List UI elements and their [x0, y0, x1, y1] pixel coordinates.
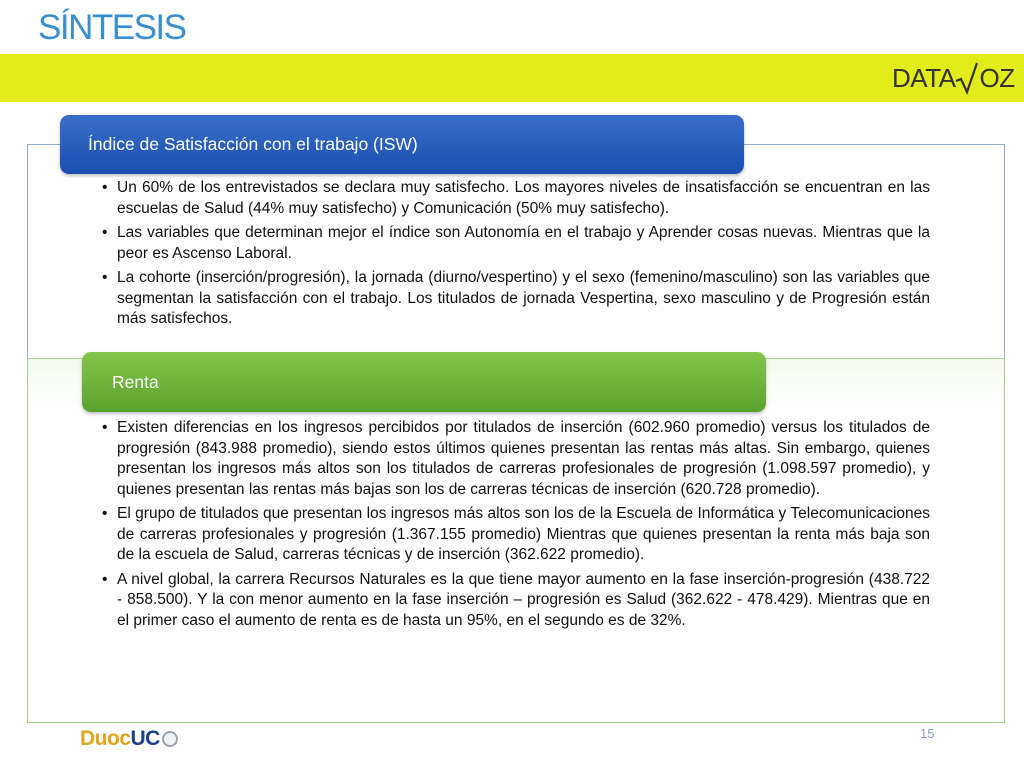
logo-text-right: OZ: [979, 62, 1015, 93]
section-renta-tab: [82, 352, 766, 412]
section-isw-title: Índice de Satisfacción con el trabajo (ISW): [88, 134, 418, 154]
list-item: • Existen diferencias en los ingresos percibidos por titulados de inserción (602.960 promedio) versus los titulados de progresión (843.988 promedio), siendo estos últimos quienes presentan las rentas más altas. Sin embargo, quienes presentan los ingresos más altos son los titulados de carreras profesionales de progresión (1.098.597 promedio), y quienes presentan las rentas más bajas son los de carreras técnicas de inserción (620.728 promedio).: [101, 418, 930, 500]
logo-text-left: DATA: [892, 62, 956, 93]
section-renta-bullets: [101, 418, 930, 635]
section-isw-bullets: [101, 178, 930, 334]
section-renta-title: Renta: [112, 371, 159, 392]
list-item: • La cohorte (inserción/progresión), la jornada (diurno/vespertino) y el sexo (femenino/masculino) son las variables que segmentan la satisfacción con el trabajo. Los titulados de jornada Vespertina, sexo masculino y de Progresión están más satisfechos.: [101, 268, 930, 330]
brand-part1: Duoc: [80, 727, 131, 750]
page-number: 15: [920, 726, 935, 741]
page-title: SÍNTESIS: [38, 8, 186, 47]
list-item: • El grupo de titulados que presentan los ingresos más altos son los de la Escuela de Informática y Telecomunicaciones de carreras profesionales y progresión (1.367.155 promedio) Mientras que quienes presentan la renta más baja son de la escuela de Salud, carreras técnicas y de inserción (362.622 promedio).: [101, 504, 930, 566]
list-item: • A nivel global, la carrera Recursos Naturales es la que tiene mayor aumento en la fase inserción-progresión (438.722 - 858.500). Y la con menor aumento en la fase inserción – progresión es Salud (362.622 - 478.429). Mientras que en el primer caso el aumento de renta es de hasta un 95%, en el segundo es de 32%.: [101, 570, 930, 632]
list-item: • Un 60% de los entrevistados se declara muy satisfecho. Los mayores niveles de insatisfacción se encuentran en las escuelas de Salud (44% muy satisfecho) y Comunicación (50% muy satisfecho).: [101, 178, 930, 219]
duocuc-logo: [80, 727, 178, 751]
brand-part2: UC: [130, 727, 160, 750]
dataviz-logo-checkmark-icon: [955, 61, 979, 95]
header-band: [0, 54, 1024, 102]
list-item: • Las variables que determinan mejor el índice son Autonomía en el trabajo y Aprender cosas nuevas. Mientras que la peor es Ascenso Laboral.: [101, 223, 930, 264]
section-isw-tab: [60, 115, 744, 174]
duoc-seal-icon: [162, 731, 178, 747]
datavoz-logo: [892, 60, 1015, 96]
